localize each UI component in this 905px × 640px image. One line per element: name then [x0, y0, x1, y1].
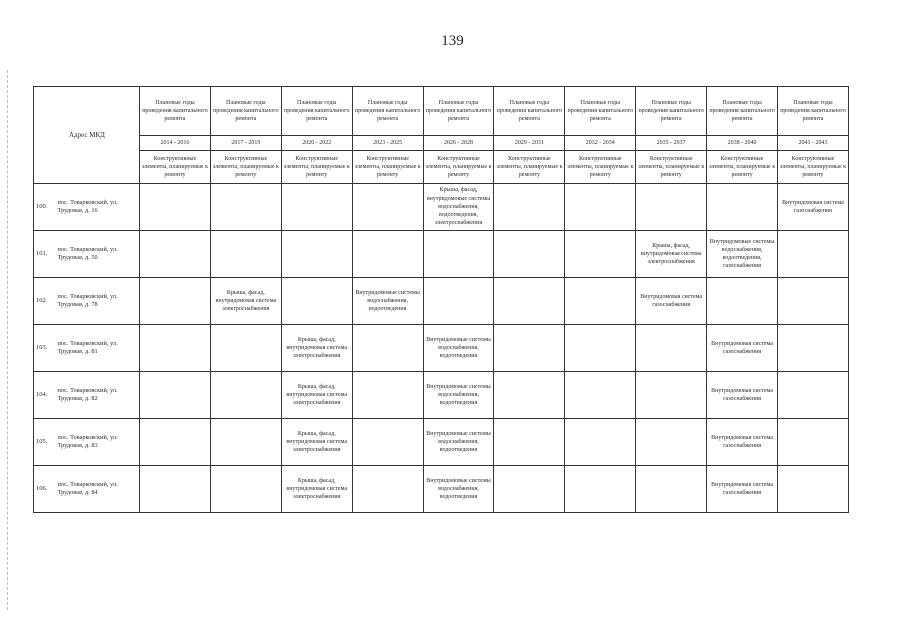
- repair-cell: [352, 372, 423, 419]
- repair-cell: [210, 184, 281, 231]
- row-number: 102.: [34, 278, 58, 325]
- repair-cell: [778, 372, 849, 419]
- row-address: пос. Товарковский, ул. Трудовая, д. 16: [58, 184, 140, 231]
- period-header: Плановые годы проведения капитального ремонта: [210, 87, 281, 136]
- period-header: Плановые годы проведения капитального ремонта: [778, 87, 849, 136]
- row-number: 101.: [34, 231, 58, 278]
- elements-header: Конструктивные элементы, планируемые к ремонту: [140, 151, 211, 184]
- repair-cell: [636, 372, 707, 419]
- repair-cell: [210, 231, 281, 278]
- repair-cell: [636, 466, 707, 513]
- repair-cell: Крыша, фасад, внутридомовая система электроснабжения: [281, 466, 352, 513]
- page-number: 139: [441, 33, 464, 49]
- row-number: 103.: [34, 325, 58, 372]
- repair-cell: [352, 325, 423, 372]
- repair-cell: [494, 231, 565, 278]
- row-address: пос. Товарковский, ул. Трудовая, д. 81: [58, 325, 140, 372]
- header-row-periods: [34, 87, 849, 136]
- scan-margin-marks: [7, 70, 10, 610]
- period-header: Плановые годы проведения капитального ремонта: [140, 87, 211, 136]
- repair-cell: Крыша, фасад, внутридомовая система электроснабжения: [636, 231, 707, 278]
- repair-cell: [140, 278, 211, 325]
- repair-cell: [140, 419, 211, 466]
- repair-cell: [565, 278, 636, 325]
- period-years: 2035 - 2037: [636, 136, 707, 151]
- table-row: [34, 419, 849, 466]
- repair-cell: [423, 278, 494, 325]
- table-row: [34, 372, 849, 419]
- repair-cell: Крыша, фасад, внутридомовые системы водоснабжения, водоотведения, электроснабжения: [423, 184, 494, 231]
- repair-cell: [494, 325, 565, 372]
- repair-cell: [565, 325, 636, 372]
- repair-cell: [210, 325, 281, 372]
- table-row: [34, 278, 849, 325]
- repair-cell: [140, 325, 211, 372]
- repair-cell: [210, 419, 281, 466]
- elements-header: Конструктивные элементы, планируемые к ремонту: [565, 151, 636, 184]
- period-years: 2023 - 2025: [352, 136, 423, 151]
- repair-cell: [565, 184, 636, 231]
- capital-repair-table: [33, 86, 849, 513]
- repair-cell: [778, 466, 849, 513]
- repair-cell: Внутридомовые системы водоснабжения, водоотведения: [423, 372, 494, 419]
- row-number: 105.: [34, 419, 58, 466]
- repair-cell: [778, 419, 849, 466]
- elements-header: Конструктивные элементы, планируемые к ремонту: [494, 151, 565, 184]
- table-row: [34, 325, 849, 372]
- repair-cell: Внутридомовая система газоснабжения: [636, 278, 707, 325]
- row-address: пос. Товарковский, ул. Трудовая, д. 82: [58, 372, 140, 419]
- repair-cell: [140, 466, 211, 513]
- repair-cell: [778, 325, 849, 372]
- elements-header: Конструктивные элементы, планируемые к ремонту: [352, 151, 423, 184]
- period-years: 2017 - 2019: [210, 136, 281, 151]
- header-row-elements: [34, 151, 849, 184]
- repair-cell: [565, 466, 636, 513]
- repair-cell: Крыша, фасад, внутридомовая система электроснабжения: [281, 419, 352, 466]
- row-number: 106.: [34, 466, 58, 513]
- table-header: [34, 87, 849, 184]
- period-header: Плановые годы проведения капитального ремонта: [423, 87, 494, 136]
- repair-cell: [494, 372, 565, 419]
- elements-header: Конструктивные элементы, планируемые к ремонту: [778, 151, 849, 184]
- header-row-years: [34, 136, 849, 151]
- repair-cell: [281, 184, 352, 231]
- row-address: пос. Товарковский, ул. Трудовая, д. 83: [58, 419, 140, 466]
- repair-cell: [565, 231, 636, 278]
- repair-cell: [707, 184, 778, 231]
- repair-cell: [565, 419, 636, 466]
- repair-cell: [352, 231, 423, 278]
- repair-cell: [707, 278, 778, 325]
- table-row: [34, 466, 849, 513]
- repair-cell: [210, 466, 281, 513]
- period-header: Плановые годы проведения капитального ремонта: [707, 87, 778, 136]
- table-row: [34, 184, 849, 231]
- repair-cell: Внутридомовая система газоснабжения: [707, 419, 778, 466]
- period-years: 2014 - 2016: [140, 136, 211, 151]
- repair-cell: Внутридомовая система газоснабжения: [707, 325, 778, 372]
- repair-cell: [565, 372, 636, 419]
- repair-cell: [281, 278, 352, 325]
- repair-cell: [494, 278, 565, 325]
- repair-cell: [210, 372, 281, 419]
- repair-cell: Внутридомовые системы водоснабжения, водоотведения: [352, 278, 423, 325]
- address-column-header: Адрес МКД: [34, 87, 140, 184]
- repair-cell: [140, 231, 211, 278]
- period-header: Плановые годы проведения капитального ремонта: [494, 87, 565, 136]
- period-years: 2032 - 2034: [565, 136, 636, 151]
- period-header: Плановые годы проведения капитального ремонта: [636, 87, 707, 136]
- repair-cell: [778, 278, 849, 325]
- repair-cell: [281, 231, 352, 278]
- period-years: 2020 - 2022: [281, 136, 352, 151]
- repair-cell: Крыша, фасад, внутридомовая система электроснабжения: [281, 372, 352, 419]
- capital-repair-table-wrapper: [33, 86, 848, 513]
- period-header: Плановые годы проведения капитального ремонта: [352, 87, 423, 136]
- row-address: пос. Товарковский, ул. Трудовая, д. 50: [58, 231, 140, 278]
- repair-cell: Внутридомовые системы водоснабжения, водоотведения, газоснабжения: [707, 231, 778, 278]
- period-years: 2038 - 2040: [707, 136, 778, 151]
- elements-header: Конструктивные элементы, планируемые к ремонту: [281, 151, 352, 184]
- repair-cell: [140, 372, 211, 419]
- repair-cell: [494, 184, 565, 231]
- elements-header: Конструктивные элементы, планируемые к ремонту: [636, 151, 707, 184]
- period-header: Плановые годы проведения капитального ремонта: [281, 87, 352, 136]
- table-row: [34, 231, 849, 278]
- table-body: [34, 184, 849, 513]
- elements-header: Конструктивные элементы, планируемые к ремонту: [707, 151, 778, 184]
- elements-header: Конструктивные элементы, планируемые к ремонту: [423, 151, 494, 184]
- repair-cell: [636, 325, 707, 372]
- repair-cell: [778, 231, 849, 278]
- repair-cell: [140, 184, 211, 231]
- repair-cell: [636, 184, 707, 231]
- repair-cell: Внутридомовая система газоснабжения: [778, 184, 849, 231]
- row-number: 100.: [34, 184, 58, 231]
- repair-cell: [494, 419, 565, 466]
- repair-cell: [352, 184, 423, 231]
- repair-cell: Внутридомовые системы водоснабжения, водоотведения: [423, 325, 494, 372]
- period-years: 2041 - 2043: [778, 136, 849, 151]
- row-address: пос. Товарковский, ул. Трудовая, д. 78: [58, 278, 140, 325]
- repair-cell: Внутридомовая система газоснабжения: [707, 466, 778, 513]
- elements-header: Конструктивные элементы, планируемые к ремонту: [210, 151, 281, 184]
- repair-cell: [352, 466, 423, 513]
- period-header: Плановые годы проведения капитального ремонта: [565, 87, 636, 136]
- repair-cell: [636, 419, 707, 466]
- repair-cell: Внутридомовые системы водоснабжения, водоотведения: [423, 466, 494, 513]
- repair-cell: [423, 231, 494, 278]
- repair-cell: [494, 466, 565, 513]
- repair-cell: Внутридомовые системы водоснабжения, водоотведения: [423, 419, 494, 466]
- row-number: 104.: [34, 372, 58, 419]
- repair-cell: Крыша, фасад, внутридомовая система электроснабжения: [210, 278, 281, 325]
- repair-cell: Внутридомовая система газоснабжения: [707, 372, 778, 419]
- repair-cell: [352, 419, 423, 466]
- period-years: 2029 - 2031: [494, 136, 565, 151]
- repair-cell: Крыша, фасад, внутридомовая система электроснабжения: [281, 325, 352, 372]
- period-years: 2026 - 2028: [423, 136, 494, 151]
- row-address: пос. Товарковский, ул. Трудовая, д. 84: [58, 466, 140, 513]
